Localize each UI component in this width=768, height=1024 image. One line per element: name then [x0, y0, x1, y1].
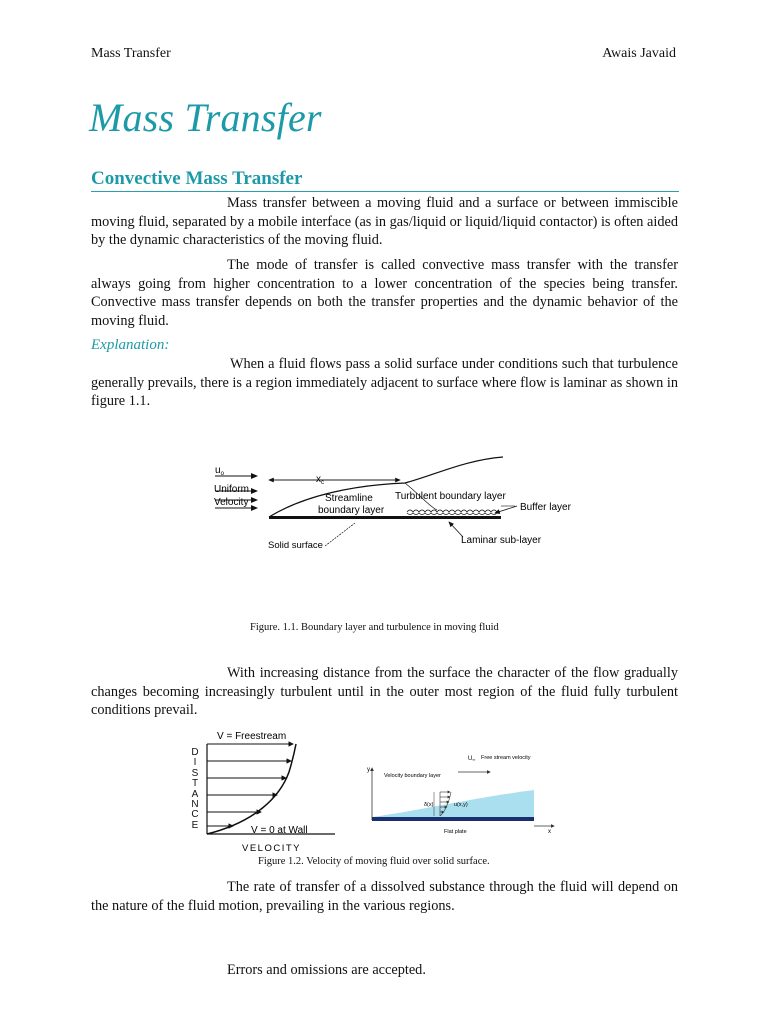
figure-velocity-profile	[185, 727, 345, 857]
boundary-layer-region	[372, 790, 534, 817]
paragraph-2-text: The mode of transfer is called convective mass transfer with the transfer always going from higher concentration to a lower concentration of the species being transfer. Convective mass transfer depends on both the transfer properties and the dynamic behavior of the moving fluid.	[91, 257, 678, 329]
page-title: Mass Transfer	[89, 95, 322, 140]
figure-flat-plate	[362, 740, 562, 840]
header-left: Mass Transfer	[91, 46, 171, 61]
x-axis-label: x	[548, 829, 551, 835]
distance-letter: N	[191, 799, 199, 811]
paragraph-3-text: When a fluid flows pass a solid surface under conditions such that turbulence generally prevails, there is a region immediately adjacent to surface where flow is laminar as shown in figure 1.1.	[91, 356, 678, 409]
paragraph-5	[91, 878, 678, 915]
distance-letter: E	[191, 819, 199, 831]
u-inf-label: U∞	[468, 756, 476, 762]
y-axis-label: y	[367, 767, 370, 773]
distance-letter: A	[191, 788, 199, 800]
distance-letter: C	[191, 809, 199, 821]
paragraph-1	[91, 194, 678, 250]
buffer-arrow	[495, 506, 517, 513]
wall-label: V = 0 at Wall	[251, 825, 308, 836]
velocity-profile-curve	[207, 744, 296, 834]
paragraph-1-text: Mass transfer between a moving fluid and a surface or between immiscible moving fluid, separated by a mobile interface (as in gas/liquid or liquid/liquid contactor) is often aided by the dynamic characteristics of the moving fluid.	[91, 195, 678, 248]
header-right: Awais Javaid	[602, 46, 676, 61]
turbulent-label: Turbulent boundary layer	[395, 491, 506, 502]
footer-note-text: Errors and omissions are accepted.	[227, 962, 426, 978]
free-stream-label: Free stream velocity	[481, 755, 531, 761]
delta-label: δ(x)	[424, 802, 434, 808]
distance-letter: D	[191, 747, 199, 758]
u0-label: $u_o$	[215, 465, 224, 477]
solid-surface-label: Solid surface	[268, 540, 323, 551]
streamline-label: Streamline	[325, 493, 373, 504]
streamline-boundary-label: boundary layer	[318, 505, 385, 516]
uniform-label: Uniform	[214, 484, 250, 495]
paragraph-3	[91, 355, 678, 411]
figure-2-caption: Figure 1.2. Velocity of moving fluid over solid surface.	[258, 856, 490, 867]
buffer-label: Buffer layer	[520, 502, 571, 513]
velocity-axis-label: VELOCITY	[242, 843, 301, 854]
distance-axis-label	[190, 748, 200, 831]
velocity-bl-label: Velocity boundary layer	[384, 773, 441, 779]
footer-note	[91, 961, 678, 980]
distance-letter: S	[191, 767, 199, 779]
flat-plate	[372, 817, 534, 821]
distance-letter: I	[193, 757, 197, 769]
paragraph-2	[91, 256, 678, 330]
solid-surface-plate	[269, 516, 501, 519]
flat-plate-label: Flat plate	[444, 829, 467, 835]
paragraph-4-text: With increasing distance from the surface the character of the flow gradually changes becoming increasingly turbulent until in the outer most region of the fluid fully turbulent conditions prevail.	[91, 665, 678, 718]
distance-letter: T	[191, 778, 199, 790]
freestream-label: V = Freestream	[217, 731, 287, 742]
boundary-layer-curve	[269, 457, 503, 517]
velocity-label: Velocity	[214, 497, 249, 508]
xc-label: $x_c$	[316, 474, 324, 486]
paragraph-5-text: The rate of transfer of a dissolved substance through the fluid will depend on the nature of the fluid motion, prevailing in the various regions.	[91, 879, 678, 914]
laminar-label: Laminar sub-layer	[461, 535, 542, 546]
u-xy-label: u(x,y)	[454, 802, 468, 808]
paragraph-4	[91, 664, 678, 720]
section-rule	[91, 191, 679, 192]
figure-1-caption: Figure. 1.1. Boundary layer and turbulence in moving fluid	[250, 622, 499, 633]
buffer-layer-eddies	[407, 510, 497, 512]
section-title: Convective Mass Transfer	[91, 168, 303, 189]
solid-surface-pointer	[325, 523, 355, 546]
figure-boundary-layer	[205, 455, 585, 580]
explanation-label: Explanation:	[91, 337, 170, 353]
